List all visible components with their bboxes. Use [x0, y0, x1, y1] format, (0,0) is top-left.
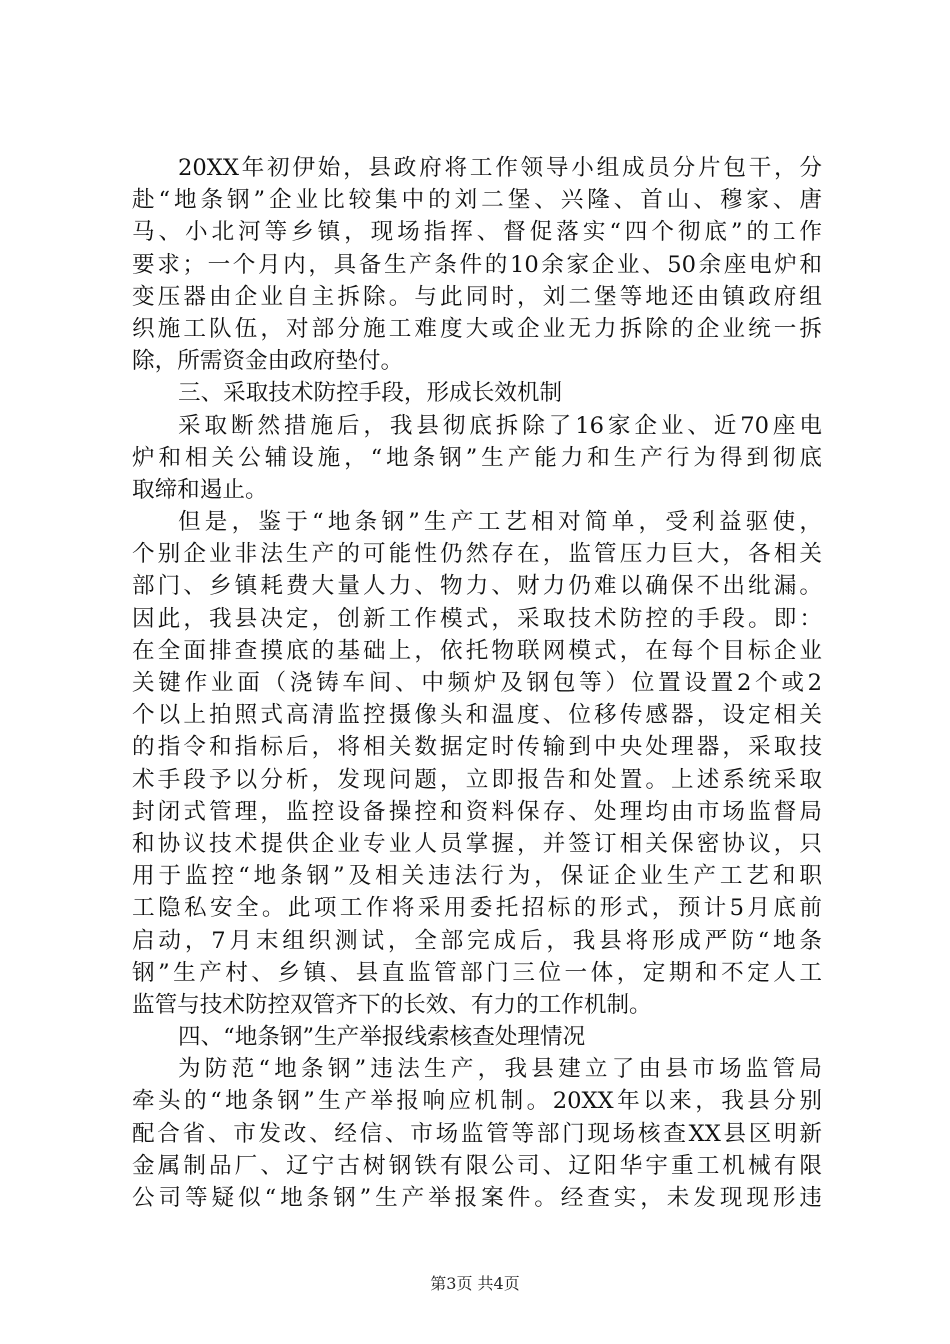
text-line: 的指令和指标后，将相关数据定时传输到中央处理器，采取技	[132, 734, 822, 761]
text-line: 工隐私安全。此项工作将采用委托招标的形式，预计5月底前	[132, 895, 822, 922]
text-line: 采取断然措施后，我县彻底拆除了16家企业、近70座电	[178, 412, 822, 439]
text-line: 四、“地条钢”生产举报线索核查处理情况	[178, 1024, 586, 1051]
text-line: 监管与技术防控双管齐下的长效、有力的工作机制。	[132, 991, 652, 1018]
text-line: 术手段予以分析，发现问题，立即报告和处置。上述系统采取	[132, 766, 822, 793]
text-line: 在全面排查摸底的基础上，依托物联网模式，在每个目标企业	[132, 637, 822, 664]
text-line: 配合省、市发改、经信、市场监管等部门现场核查XX县区明新	[132, 1120, 822, 1147]
text-line: 金属制品厂、辽宁古树钢铁有限公司、辽阳华宇重工机械有限	[132, 1152, 822, 1179]
text-line: 牵头的“地条钢”生产举报响应机制。20XX年以来，我县分别	[132, 1088, 822, 1115]
text-line: 赴“地条钢”企业比较集中的刘二堡、兴隆、首山、穆家、唐	[132, 187, 822, 214]
text-line: 个以上拍照式高清监控摄像头和温度、位移传感器，设定相关	[132, 702, 822, 729]
text-line: 关键作业面（浇铸车间、中频炉及钢包等）位置设置2个或2	[132, 670, 822, 696]
text-line: 除，所需资金由政府垫付。	[132, 348, 404, 375]
text-line: 启动，7月末组织测试，全部完成后，我县将形成严防“地条	[132, 927, 822, 954]
text-line: 三、采取技术防控手段，形成长效机制	[178, 380, 563, 407]
text-line: 用于监控“地条钢”及相关违法行为，保证企业生产工艺和职	[132, 863, 822, 890]
text-line: 马、小北河等乡镇，现场指挥、督促落实“四个彻底”的工作	[132, 219, 822, 246]
text-line: 炉和相关公辅设施，“地条钢”生产能力和生产行为得到彻底	[132, 444, 822, 471]
text-line: 变压器由企业自主拆除。与此同时，刘二堡等地还由镇政府组	[132, 283, 822, 310]
text-line: 公司等疑似“地条钢”生产举报案件。经查实，未发现现形违	[132, 1185, 822, 1211]
text-line: 因此，我县决定，创新工作模式，采取技术防控的手段。即：	[132, 605, 822, 632]
text-line: 部门、乡镇耗费大量人力、物力、财力仍难以确保不出纰漏。	[132, 573, 822, 600]
text-line: 20XX年初伊始，县政府将工作领导小组成员分片包干，分	[178, 155, 822, 181]
page-footer: 第3页 共4页	[430, 1274, 520, 1293]
document-body	[132, 152, 822, 1214]
text-line: 和协议技术提供企业专业人员掌握，并签订相关保密协议，只	[132, 830, 822, 857]
text-line: 要求；一个月内，具备生产条件的10余家企业、50余座电炉和	[132, 251, 822, 278]
text-line: 封闭式管理，监控设备操控和资料保存、处理均由市场监督局	[132, 798, 822, 825]
text-line: 钢”生产村、乡镇、县直监管部门三位一体，定期和不定人工	[132, 959, 822, 986]
text-line: 织施工队伍，对部分施工难度大或企业无力拆除的企业统一拆	[132, 315, 822, 342]
text-line: 但是，鉴于“地条钢”生产工艺相对简单，受利益驱使，	[178, 509, 822, 536]
text-line: 为防范“地条钢”违法生产，我县建立了由县市场监管局	[178, 1056, 822, 1083]
text-line: 取缔和遏止。	[132, 476, 268, 503]
text-line: 个别企业非法生产的可能性仍然存在，监管压力巨大，各相关	[132, 541, 822, 568]
